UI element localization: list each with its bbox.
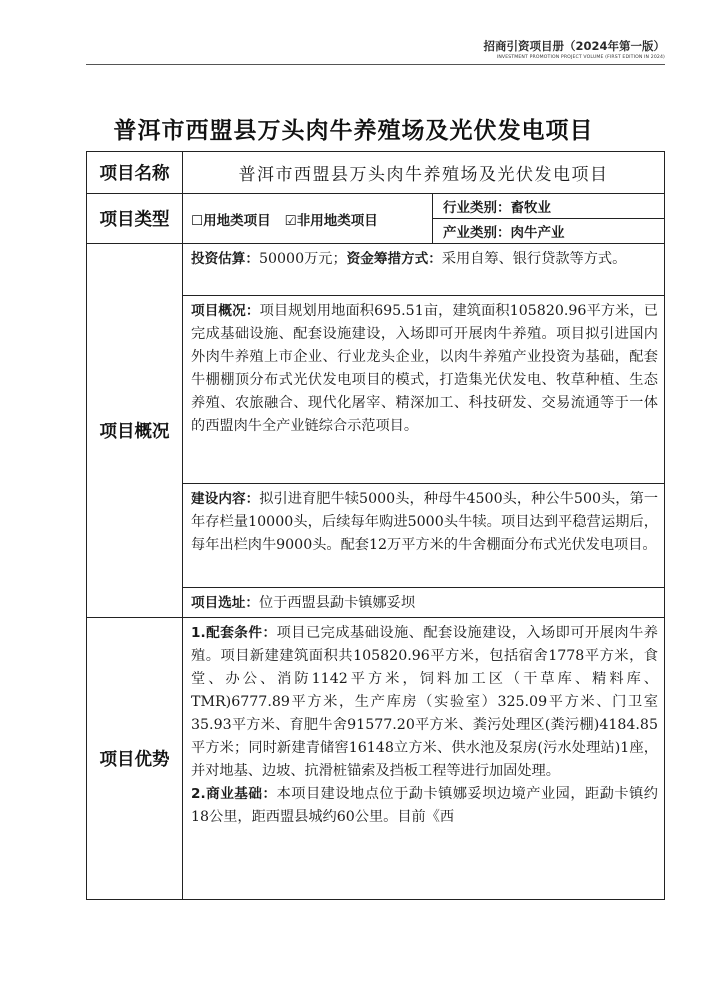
project-name-value: 普洱市西盟县万头肉牛养殖场及光伏发电项目 (183, 152, 665, 194)
row-project-name (87, 152, 665, 194)
project-name-label: 项目名称 (87, 152, 183, 194)
summary-value: 项目规划用地面积695.51亩，建筑面积105820.96平方米，已完成基础设施、配套设施建设，入场即可开展肉牛养殖。项目拟引进国内外肉牛养殖上市企业、行业龙头企业，以肉牛养殖产业投资为基础，配套牛棚棚顶分布式光伏发电项目的模式，打造集光伏发电、牧草种植、生态养殖、农旅融合、现代化屠宰、精深加工、科技研发、交易流通等于一体的西盟肉牛全产业链综合示范项目。 (191, 303, 658, 434)
project-info-table (86, 151, 665, 900)
header-rule (86, 64, 665, 65)
row-advantages (87, 618, 665, 900)
volume-title: 招商引资项目册（2024年第一版） (483, 39, 665, 53)
site-value: 位于西盟县勐卡镇娜妥坝 (258, 595, 416, 611)
volume-subtitle: INVESTMENT PROMOTION PROJECT VOLUME (FIRST EDITION IN 2024) (496, 55, 665, 60)
site-cell (183, 588, 665, 618)
advantage-1-value: 项目已完成基础设施、配套设施建设，入场即可开展肉牛养殖。项目新建建筑面积共105820.96平方米，包括宿舍1778平方米，食堂、办公、消防1142平方米，饲料加工区（干草库、精料库、TMR)6777.89平方米，生产库房（实验室）325.09平方米、门卫室35.93平方米、育肥牛舍91577.20平方米、粪污处理区(粪污棚)4184.85平方米；同时新建青储窖16148立方米、供水池及泵房(污水处理站)1座，并对地基、边坡、抗滑桩锚索及挡板工程等进行加固处理。 (191, 625, 658, 779)
advantage-2-label: 2.商业基础： (191, 786, 277, 802)
row-project-type (87, 194, 665, 219)
investment-cell (183, 244, 665, 296)
investment-label: 投资估算： (191, 251, 259, 267)
industry-category: 行业类别：畜牧业 (433, 194, 665, 219)
advantage-2-value: 本项目建设地点位于勐卡镇娜妥坝边境产业园，距勐卡镇约18公里，距西盟县城约60公里。目前《西 (191, 786, 658, 825)
advantages-cell (183, 618, 665, 900)
document-title: 普洱市西盟县万头肉牛养殖场及光伏发电项目 (113, 117, 594, 144)
row-investment (87, 244, 665, 296)
sector-category: 产业类别：肉牛产业 (433, 219, 665, 244)
investment-value: 50000万元； (258, 251, 347, 267)
project-type-label: 项目类型 (87, 194, 183, 244)
advantage-1-label: 1.配套条件： (191, 625, 277, 641)
construction-label: 建设内容： (191, 491, 260, 507)
advantages-label: 项目优势 (87, 618, 183, 900)
land-use-checkbox: ☐用地类项目 (191, 212, 271, 229)
construction-cell (183, 484, 665, 588)
funding-value: 采用自筹、银行贷款等方式。 (441, 251, 627, 267)
funding-label: 资金筹措方式： (346, 251, 442, 267)
summary-cell (183, 296, 665, 484)
site-label: 项目选址： (191, 595, 259, 611)
summary-label: 项目概况： (191, 303, 260, 319)
overview-label: 项目概况 (87, 244, 183, 618)
construction-value: 拟引进育肥牛犊5000头，种母牛4500头，种公牛500头，第一年存栏量10000头，后续每年购进5000头牛犊。项目达到平稳营运期后，每年出栏肉牛9000头。配套12万平方米的牛舍棚面分布式光伏发电项目。 (191, 491, 659, 553)
non-land-use-checkbox: ☑非用地类项目 (284, 212, 378, 229)
project-type-options (183, 194, 433, 244)
